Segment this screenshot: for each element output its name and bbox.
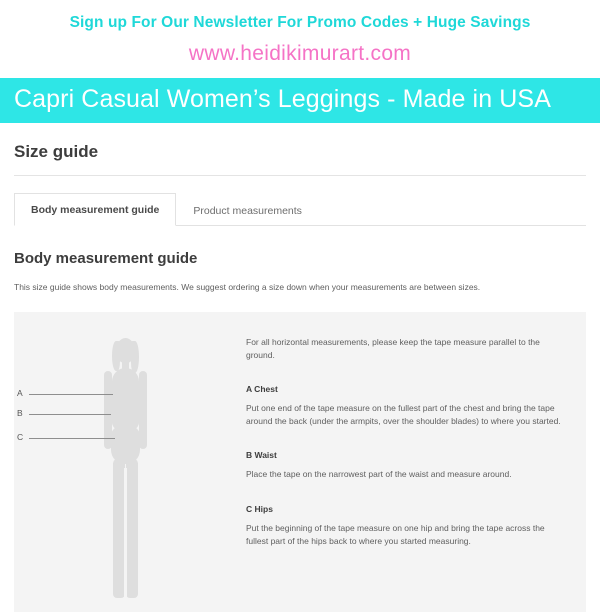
size-guide-content: [0, 142, 600, 612]
label-letter-c: C: [17, 431, 24, 442]
tab-product-measurements[interactable]: Product measurements: [193, 205, 302, 217]
size-guide-heading: Size guide: [14, 142, 99, 161]
figure-panel: [14, 312, 236, 612]
measurement-text-hips: Put the beginning of the tape measure on one hip and bring the tape across the fullest part of the hips back to where you started measuring.: [246, 522, 545, 546]
product-title-banner: Capri Casual Women’s Leggings - Made in USA: [0, 78, 600, 123]
label-row-chest: [17, 387, 187, 404]
measurement-block-waist: [246, 450, 562, 481]
measurement-title-waist: B Waist: [246, 450, 277, 461]
instructions-panel: [236, 312, 586, 612]
size-guide-intro: This size guide shows body measurements. We suggest ordering a size down when your measurements are between sizes.: [14, 282, 481, 292]
newsletter-promo-text: Sign up For Our Newsletter For Promo Codes + Huge Savings: [69, 14, 531, 31]
section-title: Body measurement guide: [14, 250, 198, 267]
measurement-block-hips: [246, 504, 562, 548]
tab-body-measurement-guide[interactable]: Body measurement guide: [14, 193, 176, 226]
size-guide-tabs: [14, 192, 586, 226]
measurement-title-hips: C Hips: [246, 503, 273, 514]
measurement-label-lines: [17, 338, 187, 608]
label-row-waist: [17, 407, 187, 424]
measurement-panel: [14, 312, 586, 612]
instructions-intro: For all horizontal measurements, please keep the tape measure parallel to the ground.: [246, 336, 540, 360]
label-letter-b: B: [17, 407, 23, 418]
label-row-hips: [17, 431, 187, 448]
body-figure-wrap: [17, 338, 185, 608]
measurement-title-chest: A Chest: [246, 384, 278, 395]
label-letter-a: A: [17, 387, 23, 398]
measurement-block-chest: [246, 384, 562, 428]
heading-divider: [14, 175, 586, 176]
measurement-text-waist: Place the tape on the narrowest part of the waist and measure around.: [246, 469, 512, 480]
site-url-text: www.heidikimurart.com: [188, 42, 412, 65]
measurement-text-chest: Put one end of the tape measure on the fullest part of the chest and bring the tape around the back (under the armpits, over the shoulder blades) to where you started.: [246, 403, 561, 427]
